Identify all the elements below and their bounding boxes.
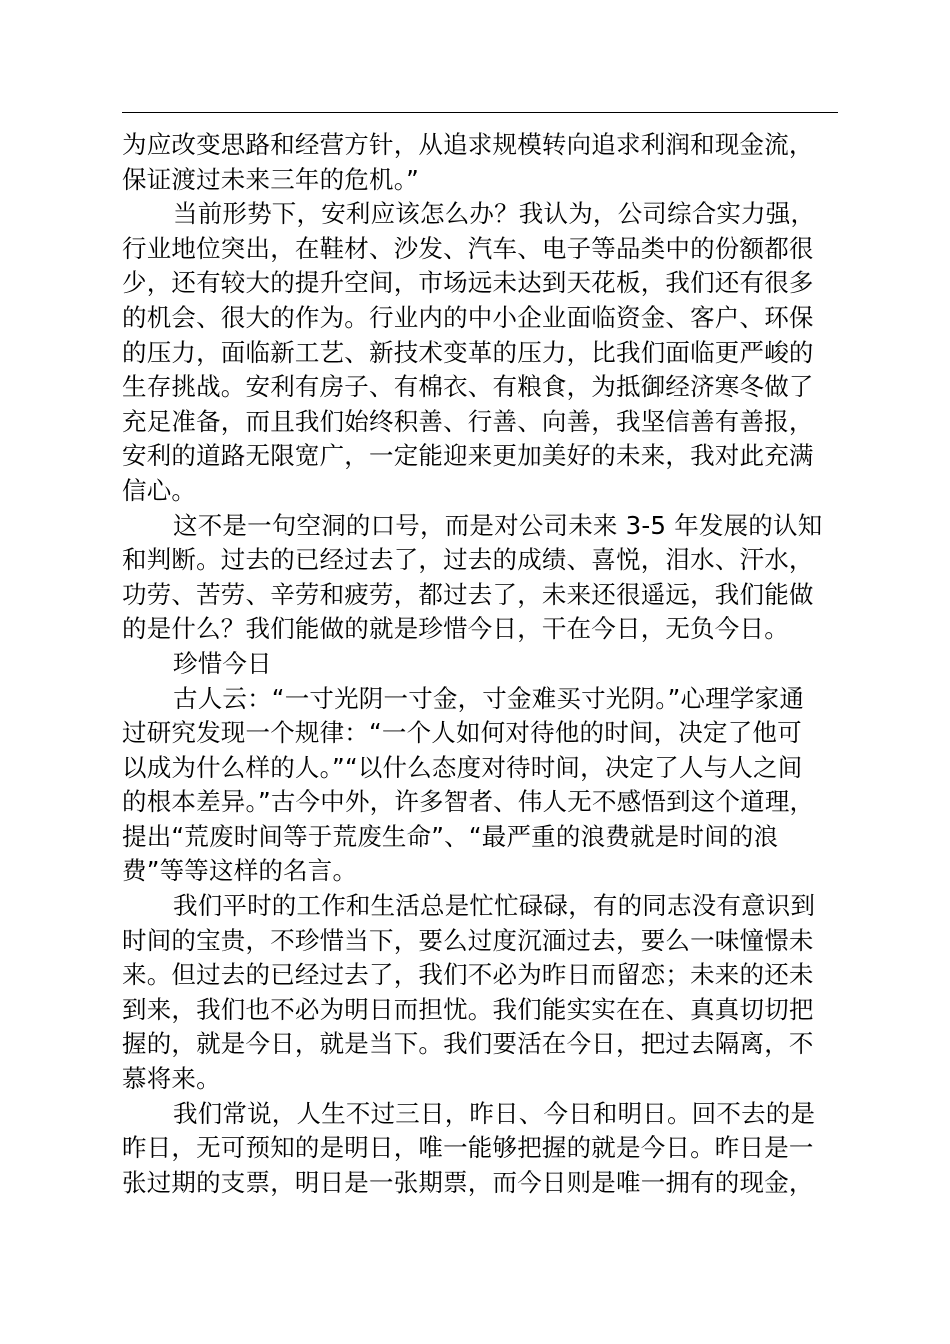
paragraph-start-line: 我们平时的工作和生活总是忙忙碌碌，有的同志没有意识到 — [173, 891, 816, 921]
text-line: 行业地位突出，在鞋材、沙发、汽车、电子等品类中的份额都很 — [122, 233, 814, 263]
text-line: 保证渡过未来三年的危机。” — [122, 164, 420, 194]
text-line: 的压力，面临新工艺、新技术变革的压力，比我们面临更严峻的 — [122, 337, 814, 367]
paragraph-start-line: 古人云：“一寸光阴一寸金，寸金难买寸光阴。”心理学家通 — [173, 683, 805, 713]
text-line: 握的，就是今日，就是当下。我们要活在今日，把过去隔离，不 — [122, 1029, 814, 1059]
text-line: 张过期的支票，明日是一张期票，而今日则是唯一拥有的现金， — [122, 1167, 814, 1197]
text-line: 慕将来。 — [122, 1064, 221, 1094]
text-line: 以成为什么样的人。”“以什么态度对待时间，决定了人与人之间 — [122, 752, 803, 782]
body-text — [122, 128, 852, 1200]
text-line: 到来，我们也不必为明日而担忧。我们能实实在在、真真切切把 — [122, 994, 814, 1024]
text-line: 为应改变思路和经营方针，从追求规模转向追求利润和现金流， — [122, 130, 814, 159]
text-line: 功劳、苦劳、辛劳和疲劳，都过去了，未来还很遥远，我们能做 — [122, 579, 814, 609]
text-line: 的机会、很大的作为。行业内的中小企业面临资金、客户、环保 — [122, 302, 814, 332]
text-line: 和判断。过去的已经过去了，过去的成绩、喜悦，泪水、汗水， — [122, 545, 814, 575]
text-line: 过研究发现一个规律：“一个人如何对待他的时间，决定了他可 — [122, 718, 802, 748]
text-line: 费”等等这样的名言。 — [122, 856, 358, 886]
text-line: 安利的道路无限宽广，一定能迎来更加美好的未来，我对此充满 — [122, 441, 814, 471]
text-line: 信心。 — [122, 475, 197, 505]
text-line: 来。但过去的已经过去了，我们不必为昨日而留恋；未来的还未 — [122, 960, 814, 990]
text-line: 少，还有较大的提升空间，市场远未达到天花板，我们还有很多 — [122, 268, 814, 298]
paragraph-start-line: 我们常说，人生不过三日，昨日、今日和明日。回不去的是 — [173, 1098, 816, 1128]
paragraph-start-line: 当前形势下，安利应该怎么办？我认为，公司综合实力强， — [173, 199, 816, 229]
header-divider — [122, 112, 838, 113]
text-line: 时间的宝贵，不珍惜当下，要么过度沉湎过去，要么一味憧憬未 — [122, 925, 814, 955]
section-heading: 珍惜今日 — [173, 648, 272, 678]
text-line: 的根本差异。”古今中外，许多智者、伟人无不感悟到这个道理， — [122, 787, 815, 817]
text-line: 充足准备，而且我们始终积善、行善、向善，我坚信善有善报， — [122, 406, 814, 436]
paragraph-start-line: 这不是一句空洞的口号，而是对公司未来 3-5 年发展的认知 — [173, 510, 823, 540]
text-line: 昨日，无可预知的是明日，唯一能够把握的就是今日。昨日是一 — [122, 1133, 814, 1163]
text-line: 生存挑战。安利有房子、有棉衣、有粮食，为抵御经济寒冬做了 — [122, 372, 814, 402]
text-line: 提出“荒废时间等于荒废生命”、“最严重的浪费就是时间的浪 — [122, 821, 779, 851]
text-line: 的是什么？我们能做的就是珍惜今日，干在今日，无负今日。 — [122, 614, 789, 644]
